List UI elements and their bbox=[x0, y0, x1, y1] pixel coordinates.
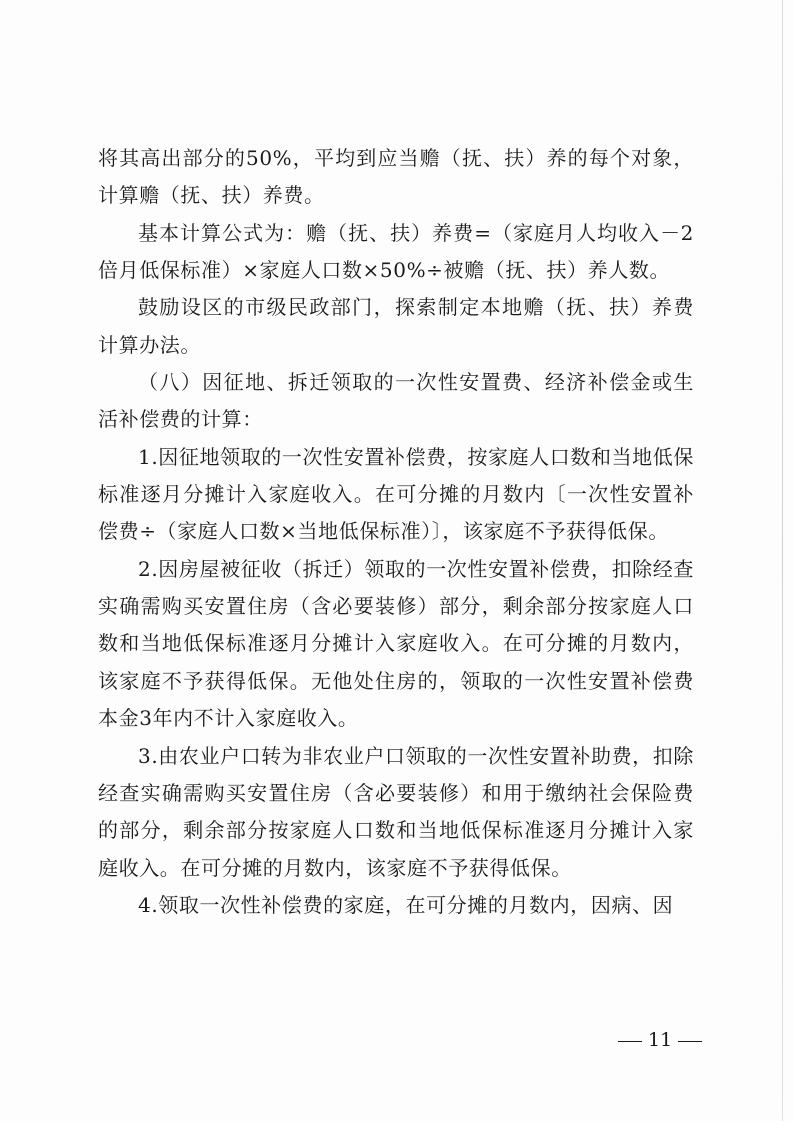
list-item-1: 1.因征地领取的一次性安置补偿费，按家庭人口数和当地低保标准逐月分摊计入家庭收入。在可分摊的月数内〔一次性安置补偿费÷（家庭人口数×当地低保标准）〕，该家庭不予获得低保。 bbox=[98, 444, 694, 544]
paragraph-encourage: 鼓励设区的市级民政部门，探索制定本地赡（抚、扶）养费计算办法。 bbox=[98, 295, 694, 357]
dash-right bbox=[678, 1041, 702, 1042]
list-item-3: 3.由农业户口转为非农业户口领取的一次性安置补助费，扣除经查实确需购买安置住房（含必要装修）和用于缴纳社会保险费的部分，剩余部分按家庭人口数和当地低保标准逐月分摊计入家庭收入。在可分摊的月数内，该家庭不予获得低保。 bbox=[98, 743, 694, 880]
page-number-value: 11 bbox=[648, 1029, 673, 1051]
paragraph-continuation: 将其高出部分的50%，平均到应当赡（抚、扶）养的每个对象，计算赡（抚、扶）养费。 bbox=[98, 146, 694, 208]
paragraph-formula: 基本计算公式为：赡（抚、扶）养费=（家庭月人均收入－2倍月低保标准）×家庭人口数×50%÷被赡（抚、扶）养人数。 bbox=[98, 220, 694, 283]
page-number bbox=[612, 1027, 702, 1053]
body-text bbox=[98, 140, 694, 924]
section-heading-8: （八）因征地、拆迁领取的一次性安置费、经济补偿金或生活补偿费的计算： bbox=[98, 370, 694, 432]
scan-edge bbox=[782, 0, 783, 1121]
list-item-2: 2.因房屋被征收（拆迁）领取的一次性安置补偿费，扣除经查实确需购买安置住房（含必要装修）部分，剩余部分按家庭人口数和当地低保标准逐月分摊计入家庭收入。在可分摊的月数内，该家庭不予获得低保。无他处住房的，领取的一次性安置补偿费本金3年内不计入家庭收入。 bbox=[98, 556, 694, 731]
list-item-4: 4.领取一次性补偿费的家庭，在可分摊的月数内，因病、因 bbox=[138, 892, 674, 917]
dash-left bbox=[618, 1041, 642, 1042]
